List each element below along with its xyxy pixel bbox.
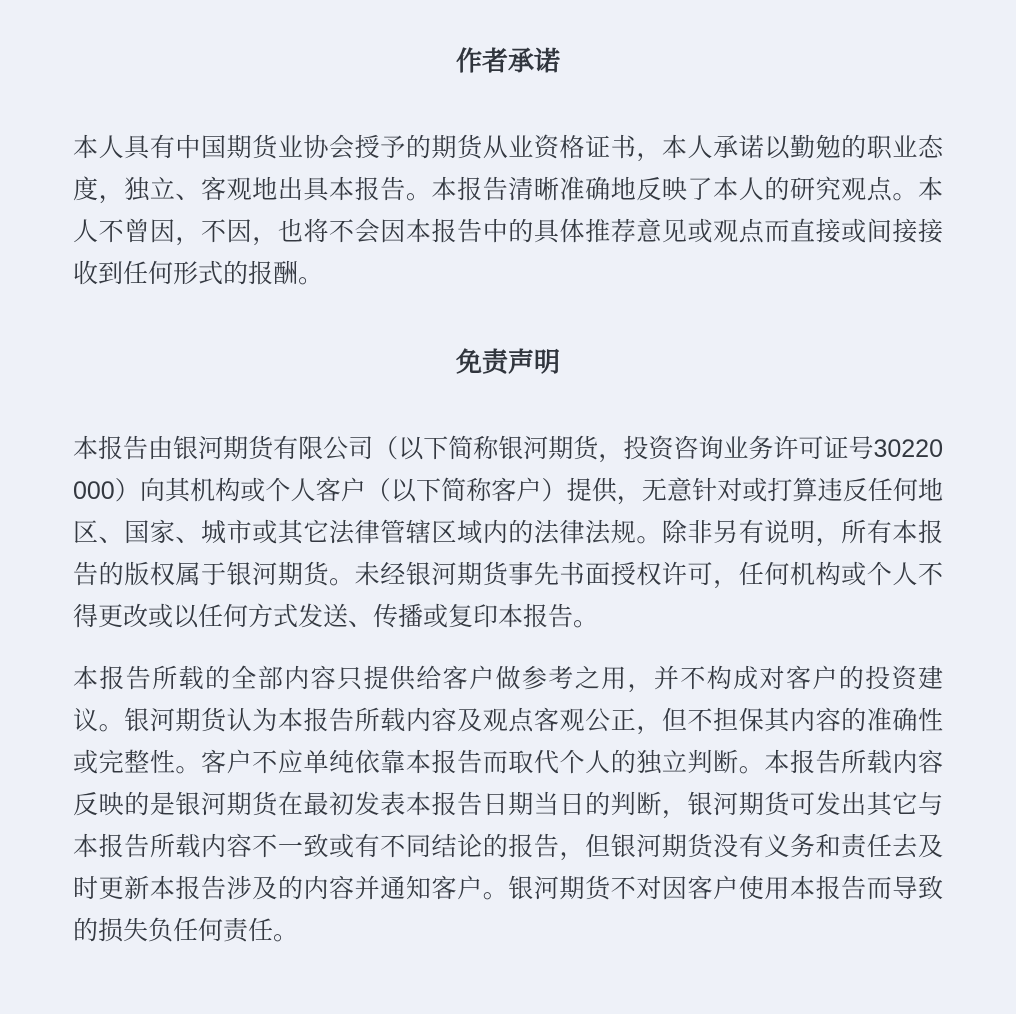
disclaimer-paragraph-1: 本报告由银河期货有限公司（以下简称银河期货，投资咨询业务许可证号30220000）向其机构或个人客户（以下简称客户）提供，无意针对或打算违反任何地区、国家、城市或其它法律管辖区域内的法律法规。除非另有说明，所有本报告的版权属于银河期货。未经银河期货事先书面授权许可，任何机构或个人不得更改或以任何方式发送、传播或复印本报告。 — [73, 435, 943, 631]
disclaimer-paragraph-2: 本报告所载的全部内容只提供给客户做参考之用，并不构成对客户的投资建议。银河期货认为本报告所载内容及观点客观公正，但不担保其内容的准确性或完整性。客户不应单纯依靠本报告而取代个人的独立判断。本报告所载内容反映的是银河期货在最初发表本报告日期当日的判断，银河期货可发出其它与本报告所载内容不一致或有不同结论的报告，但银河期货没有义务和责任去及时更新本报告涉及的内容并通知客户。银河期货不对因客户使用本报告而导致的损失负任何责任。 — [73, 665, 943, 945]
author-commitment-title: 作者承诺 — [455, 46, 560, 76]
author-commitment-paragraph: 本人具有中国期货业协会授予的期货从业资格证书，本人承诺以勤勉的职业态度，独立、客观地出具本报告。本报告清晰准确地反映了本人的研究观点。本人不曾因，不因，也将不会因本报告中的具体推荐意见或观点而直接或间接接收到任何形式的报酬。 — [73, 134, 943, 288]
disclaimer-title: 免责声明 — [455, 347, 560, 377]
